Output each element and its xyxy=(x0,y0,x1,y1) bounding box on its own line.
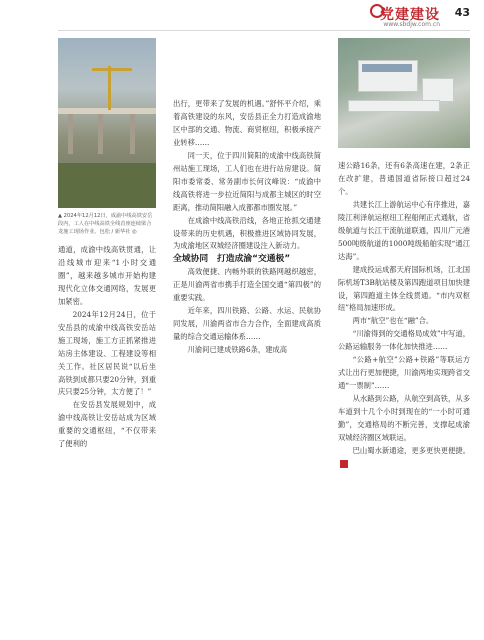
article-column-2 xyxy=(173,98,321,357)
paragraph: 从水路到公路，从航空到高铁，从多车道到十几个小时到现在的“一小时可通勤”，交通格局的不断完善，支撑起成渝双城经济圈区域联运。 xyxy=(338,394,470,443)
paragraph: 通道，成渝中线高铁贯通，让沿线城市迎来“1小时交通圈”，越来越多城市开始构建现代化立体交通网络，发展更加紧密。 xyxy=(58,245,156,306)
closing-sentence: 巴山蜀水新通途，更多更快更便捷。 xyxy=(352,445,470,455)
page-number: 43 xyxy=(454,6,470,19)
paragraph: 川渝间已建成铁路6条，建成高 xyxy=(187,345,288,355)
article-column-1 xyxy=(58,244,156,451)
section-heading: 全域协同 打造成渝“交通极” xyxy=(173,254,291,265)
paragraph: 高效便捷、内畅外联的铁路网越织越密，正是川渝两省市携手打造全国交通“第四极”的重要实践。 xyxy=(173,267,321,303)
paragraph xyxy=(338,445,470,471)
article-column-3 xyxy=(338,100,470,471)
photo-caption: ▲ 2024年12月12日，成渝中线高铁安岳段内，工人在中线高铁全线首座连续梁合龙施工现场作业。包松 / 新华社 ◎ xyxy=(58,213,153,235)
photo-building xyxy=(422,78,454,102)
photo-field xyxy=(58,163,156,208)
railway-construction-photo xyxy=(58,38,156,208)
paragraph: 两市“航空”也在“融”合。 xyxy=(352,316,434,326)
photo-pier xyxy=(130,114,135,154)
photo-crane xyxy=(108,66,111,110)
photo-roof xyxy=(362,64,412,72)
paragraph: 2024年12月24日，位于安岳县的成渝中线高铁安岳站施工现场，施工方正抓紧推进站房主体建设、工程建设等相关工作。社区居民说“以后坐高铁到成都只要20分钟，到重庆只要25分钟，太方便了！” xyxy=(58,309,156,397)
paragraph: 建成投运成都天府国际机场，江北国际机场T3B航站楼及第四跑道项目加快建设，第四跑道主体全线贯通。“市内双枢纽”格局加速形成。 xyxy=(338,264,470,313)
photo-pier xyxy=(68,114,73,154)
photo-pier xyxy=(98,114,103,154)
photo-crane-arm xyxy=(92,68,132,71)
paragraph: “公路+航空”公路+铁路”等联运方式让出行更加便捷，川渝两地实现跨省交通“一票制”…… xyxy=(338,355,470,391)
masthead xyxy=(350,4,470,28)
paragraph: 在安岳县发展规划中，成渝中线高铁让安岳站成为区域重要的交通枢纽，“不仅带来了便利的 xyxy=(58,400,156,449)
paragraph: 在成渝中线高铁沿线，各地正抢抓交通建设带来的历史机遇，积极推进区域协同发展，为成渝地区双城经济圈建设注入新动力。 xyxy=(173,215,321,251)
header-rule xyxy=(58,30,470,31)
end-mark-icon: ■ xyxy=(340,460,348,468)
brand-website: www.sbdjw.com.cn xyxy=(383,21,440,28)
paragraph: 速公路16条，还有6条高速在建，2条正在改扩建，普通国道省际接口超过24个。 xyxy=(338,161,470,196)
paragraph: 出行，更带来了发展的机遇。”舒怀平介绍，乘着高铁建设的东风，安岳县正全力打造成渝地区中部的交通、物流、商贸枢纽，积极承接产业转移…… xyxy=(173,99,321,147)
paragraph: 共建长江上游航运中心有序推进，嘉陵江利泽航运枢纽工程船闸正式通航，省级航道与长江干流航道联通，四川广元港500吨级航道的1000吨级船舶实现“通江达海”。 xyxy=(338,199,470,261)
paragraph: “川渝得到的交通格局成效”中写道，公路运输服务一体化加快推进…… xyxy=(338,329,470,352)
paragraph: 近年来，四川铁路、公路、水运、民航协同发展，川渝两省市合力合作，全面建成高质量的综合交通运输体系…… xyxy=(173,306,321,342)
brand-title: 党建建设 xyxy=(380,7,440,23)
paragraph: 同一天，位于四川简阳的成渝中线高铁简州站施工现场，工人们也在进行站房建设。简阳市委常委、常务副市长何汶峰说：“成渝中线高铁将进一步拉近简阳与成都主城区的时空距离，推动简阳融入成都都市圈发展。” xyxy=(173,150,321,212)
